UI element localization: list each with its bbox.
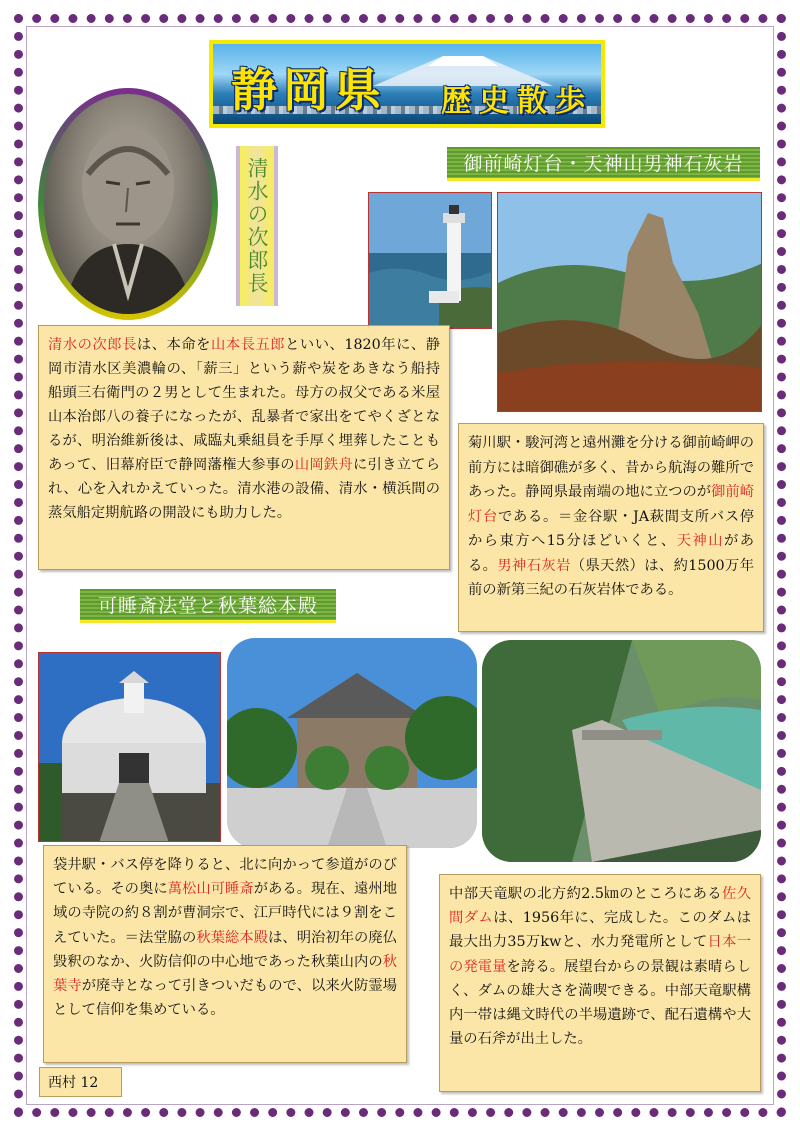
body-text: 中部天竜駅の北方約2.5㎞のところにある [449,886,722,902]
kasuisai-description [43,845,407,1063]
omaezaki-lighthouse-photo [368,192,492,329]
title-banner [209,40,605,128]
section-heading-jirocho: 清水の次郎長 [236,146,278,306]
body-text: が廃寺となって引きついだもので、以来火防霊場として信仰を集めている。 [53,978,398,1019]
body-text: は、本命を [136,337,211,353]
highlight-term: 清水の次郎長 [48,337,137,353]
jirocho-text [48,337,440,521]
banner-subtitle: 歴史散歩 [441,84,593,119]
body-text: （県天然）は、約1500万年前の新第三紀の石灰岩体である。 [468,557,755,598]
tenjinyama-limestone-photo [497,192,762,412]
banner-title: 静岡県 [231,63,387,117]
highlight-term: 山本長五郎 [211,337,286,353]
highlight-term: 男神石灰岩 [497,557,571,574]
highlight-term: 日本一の発電量 [449,934,752,975]
omaezaki-description [458,423,764,632]
highlight-term: 御前崎灯台 [468,484,755,525]
kasuisai-text [53,857,397,1018]
body-text: である。＝金谷駅・JA萩間支所バス停から東方へ15分ほどいくと、 [468,508,754,549]
body-text: を誇る。展望台からの景観は素晴らしく、ダムの雄大さを満喫できる。中部天竜駅構内一帯は縄文時代の半場遺跡で、配石遺構や大量の石斧が出土した。 [449,958,752,1048]
highlight-term: 萬松山可睡斎 [167,881,254,898]
sakuma-dam-photo [482,640,761,862]
body-text: 菊川駅・駿河湾と遠州灘を分ける御前崎岬の前方には暗御礁が多く、昔から航海の難所であった。静岡県最南端の地に立つのが [468,435,754,500]
highlight-term: 佐久間ダム [449,886,751,927]
author-signature: 西村 12 [39,1067,122,1097]
jirocho-description [38,325,450,570]
body-text: 袋井駅・バス停を降りると、北に向かって参道がのびている。その奥に [53,857,397,898]
omaezaki-text [468,435,754,598]
akiha-temple-photo [38,652,221,842]
highlight-term: 山岡鉄舟 [294,457,353,473]
body-text: がある。現在、遠州地域の寺院の約８割が曹洞宗で、江戸時代には９割をこえていた。＝法堂脇の [53,881,398,946]
section-heading-omaezaki: 御前崎灯台・天神山男神石灰岩 [447,147,760,181]
highlight-term: 秋葉総本殿 [196,929,269,946]
sakuma-dam-text [449,886,751,1047]
section-heading-kasuisai: 可睡斎法堂と秋葉総本殿 [80,589,336,623]
body-text: に引き立てられ、心を入れかえていった。清水港の設備、清水・横浜間の蒸気船定期航路の開設にも助力した。 [48,457,441,521]
body-text: は、1956年に、完成した。このダムは最大出力35万kwと、水力発電所として [449,910,752,951]
body-text: は、明治初年の廃仏毀釈のなか、火防信仰の中心地であった秋葉山内の [53,929,398,970]
highlight-term: 秋葉寺 [53,953,397,995]
sakuma-dam-description [439,874,761,1092]
body-text: がある。 [468,533,755,574]
highlight-term: 天神山 [676,533,724,549]
body-text: といい、1820年に、静岡市清水区美濃輪の、「薪三」という薪や炭をあきなう船持船頭三右衛門の２男として生まれた。母方の叔父である米屋山本治郎八の養子になったが、乱暴者で家出をてやくざとなるが、明治維新後は、咸臨丸乗組員を手厚く埋葬したこともあって、旧幕府臣で静岡藩権大参事の [48,337,441,473]
jirocho-portrait-photo [44,94,212,314]
kasuisai-hall-photo [227,638,477,848]
jirocho-portrait-frame [38,88,218,320]
